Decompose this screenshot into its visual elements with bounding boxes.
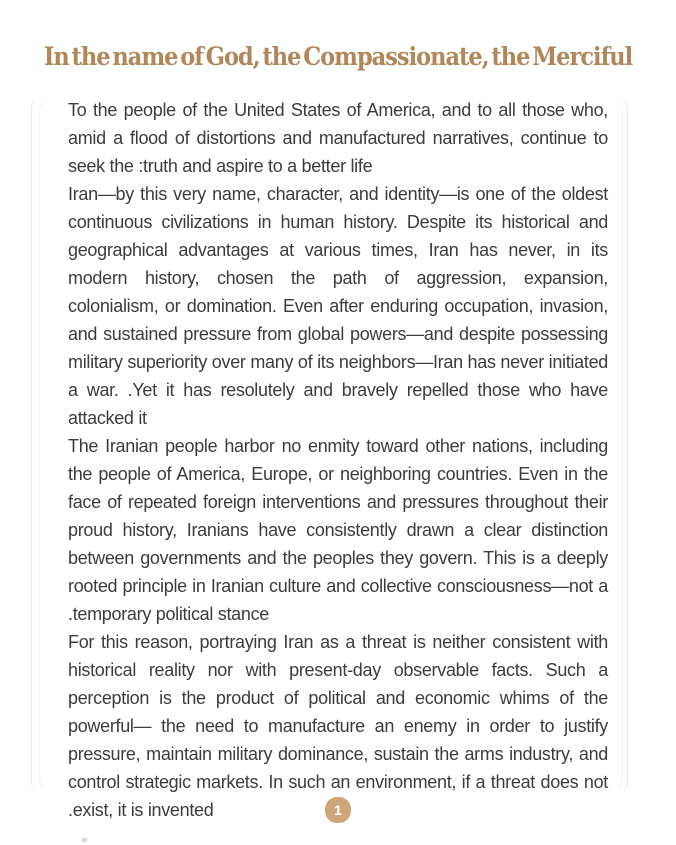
paragraph: Iran—by this very name, character, and identity—is one of the oldest continuous civilizations in human history. Despite its historical and geographical advantages at various times, Iran has never, in its modern history, chosen the path of aggression, expansion, colonialism, or domination. Even after enduring occupation, invasion, and sustained pressure from global powers—and despite possessing military superiority over many of its neighbors—Iran has never initiated a war. .Yet it has resolutely and bravely repelled those who have attacked it [68, 184, 608, 428]
document-body [68, 96, 608, 824]
cropped-footnote-mark [82, 838, 87, 842]
paragraph: For this reason, portraying Iran as a threat is neither consistent with historical reality nor with present-day observable facts. Such a perception is the product of political and economic whims of the powerful— the need to manufacture an enemy in order to justify pressure, maintain military dominance, sustain the arms industry, and control strategic markets. In such an environment, if a threat does not .exist, it is invented [68, 632, 608, 820]
page-number-badge: 1 [325, 797, 351, 823]
page-title: In the name of God, the Compassionate, the Merciful [43, 42, 633, 71]
paragraph: To the people of the United States of America, and to all those who, amid a flood of distortions and manufactured narratives, continue to seek the :truth and aspire to a better life [68, 100, 608, 176]
paragraph: The Iranian people harbor no enmity toward other nations, including the people of America, Europe, or neighboring countries. Even in the face of repeated foreign interventions and pressures throughout their proud history, Iranians have consistently drawn a clear distinction between governments and the peoples they govern. This is a deeply rooted principle in Iranian culture and collective consciousness—not a .temporary political stance [68, 436, 608, 624]
